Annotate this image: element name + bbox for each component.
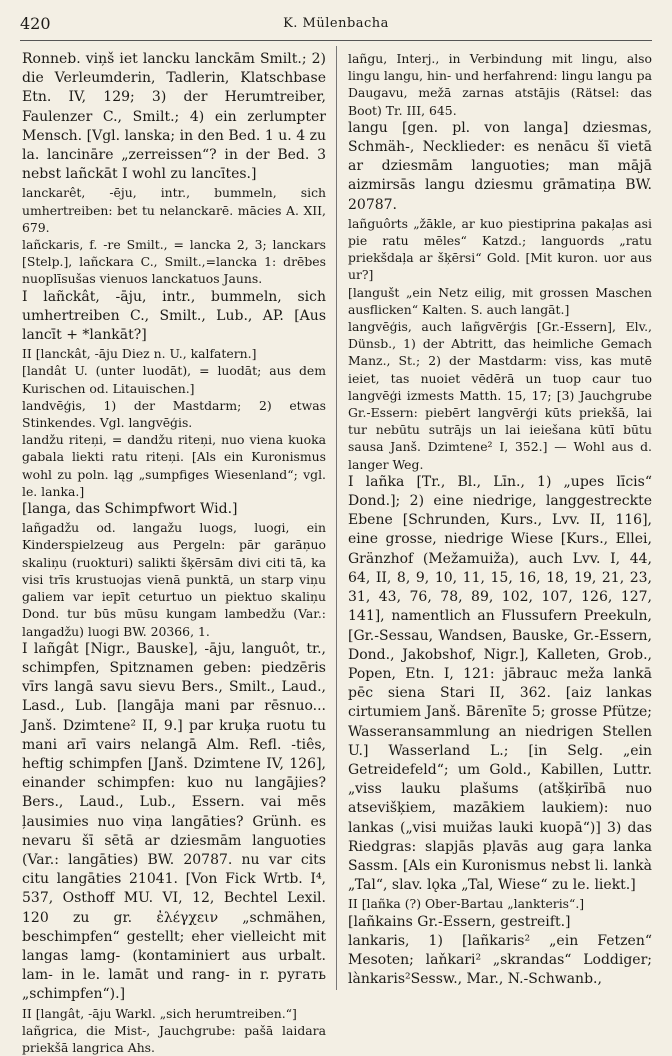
dictionary-entry: [landât U. (unter luodāt), = luodāt; aus dem Kurischen od. Litauischen.]	[22, 363, 326, 396]
dictionary-entry: I lañgât [Nigr., Bauske], -āju, languôt, tr., schimpfen, Spitznamen geben: piedzēris vīrs langā savu sievu Bers., Smilt., Laud., Lasd., Lub. [langāja mani par rēsnuo... Janš. Dzimtene² II, 9.] par kruķa ruotu tu mani arī vairs nelangā Alm. Refl. -tiês, heftig schimpfen [Janš. Dzimtene IV, 126], einander schimpfen: kuo nu langājies? Bers., Laud., Lub., Essern. vai mēs ļausimies nuo viņa langāties? Grünh. es nevaru šī sētā ar dziesmām languoties (Var.: langāties) BW. 20787. nu var cits citu langāties 21041. [Von Fick Wrtb. I⁴, 537, Osthoff MU. VI, 12, Bechtel Lexil. 120 zu gr. ἐλέγχειν „schmähen, beschimpfen“ gestellt; eher vielleicht mit langas lamg- (kontaminiert aus urbalt. lam- in le. lamāt und rang- in r. ругать „schimpfen“).]	[22, 640, 326, 1003]
right-column	[348, 50, 652, 990]
dictionary-entry: [langušt „ein Netz eilig, mit grossen Maschen ausflicken“ Kalten. S. auch langāt.]	[348, 284, 652, 317]
dictionary-entry: I lañckât, -āju, intr., bummeln, sich umhertreiben C., Smilt., Lub., AP. [Aus lancīt + *lankāt?]	[22, 288, 326, 344]
header-rule	[20, 40, 652, 41]
dictionary-entry: landvēģis, 1) der Mastdarm; 2) etwas Stinkendes. Vgl. langvēģis.	[22, 397, 326, 431]
dictionary-entry: [langa, das Schimpfwort Wid.]	[22, 501, 238, 518]
dictionary-entry: lanckarêt, -ēju, intr., bummeln, sich umhertreiben: bet tu nelanckarē. mācies A. XII, 679.	[22, 185, 326, 235]
dictionary-entry: lañgadžu od. langažu luogs, luogi, ein Kinderspielzeug aus Pergeln: pār garāņuo skaliņu (ruokturi) salikti šķērsām divi citi tā, ka visi trīs krustuojas vienā punktā, un starp viņu galiem var iepīt ceturtuo un piektuo skaliņu Dond. tur būs mūsu kungam lambedžu (Var.: langadžu) luogi BW. 20366, 1.	[22, 520, 326, 639]
dictionary-entry: lañgu, Interj., in Verbindung mit lingu, also lingu langu, hin- und herfahrend: lingu langu pa Daugavu, mežā zarnas atstājis (Rätsel: das Boot) Tr. III, 645.	[348, 51, 652, 118]
dictionary-entry: II [langât, -āju Warkl. „sich herumtreiben.“]	[22, 1005, 297, 1021]
dictionary-entry: landžu riteņi, = dandžu riteņi, nuo viena kuoka gabala liekti ratu riteņi. [Als ein Kuronismus wohl zu poln. ląg „sumpfiges Wiesenland“; vgl. le. lanka.]	[22, 432, 326, 499]
dictionary-entry: Ronneb. viņš iet lancku lanckām Smilt.; 2) die Verleumderin, Tadlerin, Klatschbase Etn. IV, 129; 3) der Herumtreiber, Faulenzer C., Smilt.; 4) ein zerlumpter Mensch. [Vgl. lanska; in den Bed. 1 u. 4 zu la. lancināre „zerreissen“? in der Bed. 3 nebst lañckāt I wohl zu lancītes.]	[22, 51, 326, 183]
column-divider	[336, 46, 337, 990]
running-title: K. Mülenbacha	[283, 16, 389, 31]
dictionary-entry: II [lañka (?) Ober-Bartau „lankteris“.]	[348, 896, 585, 912]
dictionary-entry: II [lanckât, -āju Diez n. U., kalfatern.]	[22, 346, 257, 362]
dictionary-entry: lañguôrts „žākle, ar kuo piestiprina pakaļas asi pie ratu mēles“ Katzd.; languords „ratu priekšdaļa ar šķērsi“ Gold. [Mit kuron. uor aus ur?]	[348, 215, 652, 283]
dictionary-entry: [lañkains Gr.-Essern, gestreift.]	[348, 913, 571, 930]
page-header	[20, 14, 652, 36]
dictionary-entry: langu [gen. pl. von langa] dziesmas, Schmäh-, Necklieder: es nenācu šī vietā ar dziesmām languoties; man mājā aizmirsās langu dziesmu grāmatiņa BW. 20787.	[348, 119, 652, 213]
dictionary-entry: langvēģis, auch lañgvērģis [Gr.-Essern], Elv., Dünsb., 1) der Abtritt, das heimliche Gemach Manz., St.; 2) der Mastdarm: viss, kas mutē ieiet, tas nuoiet vēdērā un tuop caur tuo langvēģi izmests Matth. 15, 17; [3) Jauchgrube Gr.-Essern: piebērt langvērģi kūts priekšā, lai tur nebūtu sutrājs un lai ieiešana kūtī būtu sausa Janš. Dzimtene² I, 352.] — Wohl aus d. langer Weg.	[348, 319, 652, 472]
dictionary-entry: lañgrica, die Mist-, Jauchgrube: pašā laidara priekšā langrica Ahs.	[22, 1022, 326, 1055]
dictionary-entry: I lañka [Tr., Bl., Līn., 1) „upes līcis“ Dond.]; 2) eine niedrige, langgestreckte Ebene [Schrunden, Kurs., Lvv. II, 116], eine grosse, niedrige Wiese [Kurs., Ellei, Gränzhof (Mežamuiža), auch Lvv. I, 44, 64, II, 8, 9, 10, 11, 15, 16, 18, 19, 21, 23, 31, 43, 76, 78, 89, 102, 107, 126, 127, 141], namentlich an Flussufern Preekuln, [Gr.-Sessau, Wandsen, Bauske, Gr.-Essern, Dond., Jakobshof, Nigr.], Kalleten, Grob., Popen, Etn. I, 121: jābrauc meža lankā pēc siena Stari II, 362. [aiz lankas cirtumiem Janš. Bārenīte 5; grosse Pfütze; Wasseransammlung an niedrigen Stellen U.] Wasserland L.; [in Selg. „ein Getreidefeld“; um Gold., Kabillen, Luttr. „viss lauku plašums (atšķirībā nuo atsevišķiem, mazākiem laukiem): nuo lankas („visi muižas lauki kuopā“)] 3) das Riedgras: slapjās pļavās aug gaŗa lanka Sassm. [Als ein Kuronismus nebst li. lankà „Tal“, slav. lǫka „Tal, Wiese“ zu le. liekt.]	[348, 473, 652, 894]
dictionary-entry: lañckaris, f. -re Smilt., = lancka 2, 3; lanckars [Stelp.], lañckara C., Smilt.,=lancka 1: drēbes nuoplīsušas vienuos lanckatuos Jauns.	[22, 237, 326, 287]
page-number: 420	[20, 14, 51, 33]
dictionary-entry: lankaris, 1) [lañkaris² „ein Fetzen“ Mesoten; laňkari² „skrandas“ Loddiger; lànkaris²Sessw., Mar., N.-Schwanb.,	[348, 932, 652, 988]
left-column	[22, 50, 326, 1055]
